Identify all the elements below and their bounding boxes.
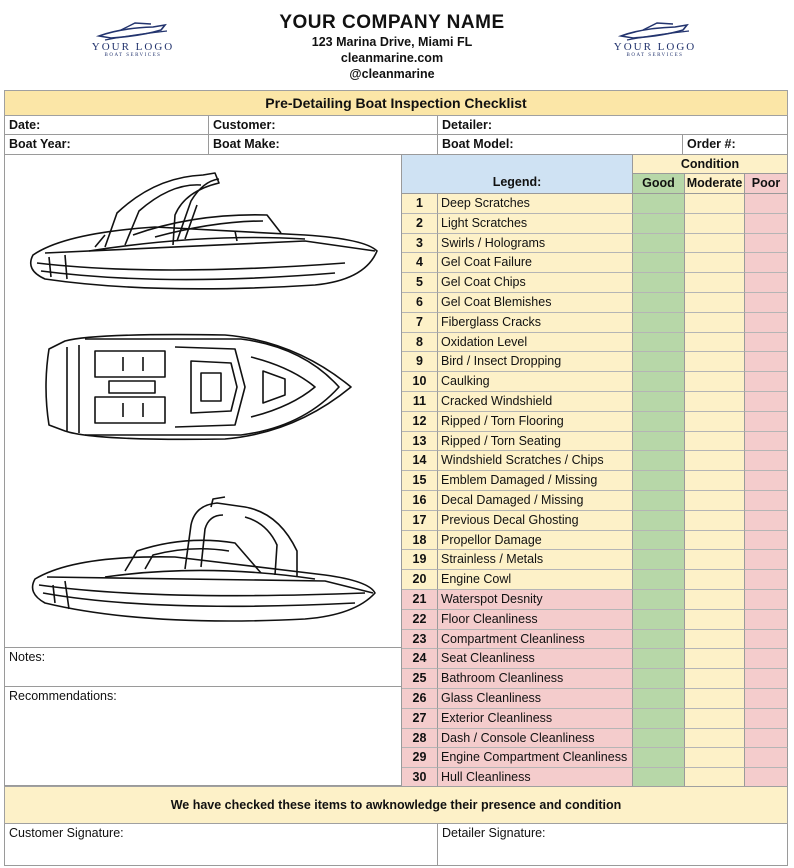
item-number: 12 xyxy=(402,412,438,432)
poor-cell[interactable] xyxy=(745,531,788,551)
notes-label: Notes: xyxy=(9,650,46,664)
table-row xyxy=(402,333,788,353)
poor-cell[interactable] xyxy=(745,709,788,729)
good-cell[interactable] xyxy=(633,451,685,471)
item-number: 25 xyxy=(402,669,438,689)
table-row xyxy=(402,649,788,669)
poor-cell[interactable] xyxy=(745,293,788,313)
item-number: 3 xyxy=(402,234,438,254)
poor-cell[interactable] xyxy=(745,570,788,590)
poor-cell[interactable] xyxy=(745,392,788,412)
poor-cell[interactable] xyxy=(745,471,788,491)
moderate-cell[interactable] xyxy=(685,669,745,689)
item-label: Bird / Insect Dropping xyxy=(438,352,633,372)
good-cell[interactable] xyxy=(633,709,685,729)
poor-cell[interactable] xyxy=(745,451,788,471)
item-number: 29 xyxy=(402,748,438,768)
moderate-cell[interactable] xyxy=(685,253,745,273)
good-cell[interactable] xyxy=(633,511,685,531)
good-cell[interactable] xyxy=(633,412,685,432)
item-number: 4 xyxy=(402,253,438,273)
moderate-cell[interactable] xyxy=(685,293,745,313)
moderate-cell[interactable] xyxy=(685,273,745,293)
poor-column-header: Poor xyxy=(745,174,788,194)
boat-make-field[interactable]: Boat Make: xyxy=(209,135,438,155)
table-row xyxy=(402,630,788,650)
item-number: 7 xyxy=(402,313,438,333)
customer-signature-label: Customer Signature: xyxy=(9,826,124,840)
moderate-cell[interactable] xyxy=(685,570,745,590)
item-number: 26 xyxy=(402,689,438,709)
item-label: Waterspot Desnity xyxy=(438,590,633,610)
table-row xyxy=(402,194,788,214)
poor-cell[interactable] xyxy=(745,550,788,570)
poor-cell[interactable] xyxy=(745,729,788,749)
poor-cell[interactable] xyxy=(745,689,788,709)
logo-subtext: BOAT SERVICES xyxy=(626,53,684,58)
table-row xyxy=(402,412,788,432)
poor-cell[interactable] xyxy=(745,610,788,630)
poor-cell[interactable] xyxy=(745,313,788,333)
moderate-cell[interactable] xyxy=(685,194,745,214)
item-label: Propellor Damage xyxy=(438,531,633,551)
good-cell[interactable] xyxy=(633,689,685,709)
item-label: Previous Decal Ghosting xyxy=(438,511,633,531)
table-row xyxy=(402,748,788,768)
good-cell[interactable] xyxy=(633,313,685,333)
item-label: Dash / Console Cleanliness xyxy=(438,729,633,749)
item-label: Deep Scratches xyxy=(438,194,633,214)
item-number: 6 xyxy=(402,293,438,313)
condition-header: Condition xyxy=(633,155,788,174)
moderate-cell[interactable] xyxy=(685,372,745,392)
moderate-cell[interactable] xyxy=(685,333,745,353)
customer-signature-field[interactable] xyxy=(4,824,438,866)
table-row xyxy=(402,768,788,788)
good-cell[interactable] xyxy=(633,471,685,491)
legend-header: Legend: xyxy=(402,155,633,194)
item-number: 8 xyxy=(402,333,438,353)
poor-cell[interactable] xyxy=(745,669,788,689)
table-row xyxy=(402,709,788,729)
table-row xyxy=(402,451,788,471)
item-number: 2 xyxy=(402,214,438,234)
poor-cell[interactable] xyxy=(745,590,788,610)
logo-subtext: BOAT SERVICES xyxy=(104,53,162,58)
item-number: 15 xyxy=(402,471,438,491)
item-number: 16 xyxy=(402,491,438,511)
item-label: Emblem Damaged / Missing xyxy=(438,471,633,491)
company-address: 123 Marina Drive, Miami FL xyxy=(311,35,473,49)
item-label: Windshield Scratches / Chips xyxy=(438,451,633,471)
company-handle: @cleanmarine xyxy=(349,67,435,81)
recommendations-label: Recommendations: xyxy=(9,689,117,703)
item-label: Fiberglass Cracks xyxy=(438,313,633,333)
moderate-cell[interactable] xyxy=(685,471,745,491)
item-number: 30 xyxy=(402,768,438,788)
recommendations-field[interactable] xyxy=(4,687,402,786)
moderate-cell[interactable] xyxy=(685,313,745,333)
table-row xyxy=(402,392,788,412)
moderate-cell[interactable] xyxy=(685,214,745,234)
boat-year-field[interactable]: Boat Year: xyxy=(4,135,209,155)
poor-cell[interactable] xyxy=(745,372,788,392)
good-cell[interactable] xyxy=(633,570,685,590)
moderate-cell[interactable] xyxy=(685,630,745,650)
poor-cell[interactable] xyxy=(745,511,788,531)
item-label: Glass Cleanliness xyxy=(438,689,633,709)
acknowledgement-note: We have checked these items to awknowledge their presence and condition xyxy=(4,786,788,824)
moderate-cell[interactable] xyxy=(685,729,745,749)
table-row xyxy=(402,352,788,372)
item-label: Hull Cleanliness xyxy=(438,768,633,788)
moderate-cell[interactable] xyxy=(685,432,745,452)
date-field[interactable]: Date: xyxy=(4,116,209,135)
moderate-cell[interactable] xyxy=(685,689,745,709)
poor-cell[interactable] xyxy=(745,333,788,353)
item-label: Ripped / Torn Seating xyxy=(438,432,633,452)
poor-cell[interactable] xyxy=(745,432,788,452)
item-number: 23 xyxy=(402,630,438,650)
good-cell[interactable] xyxy=(633,273,685,293)
item-number: 20 xyxy=(402,570,438,590)
item-number: 24 xyxy=(402,649,438,669)
item-label: Bathroom Cleanliness xyxy=(438,669,633,689)
table-row xyxy=(402,550,788,570)
item-number: 22 xyxy=(402,610,438,630)
item-number: 10 xyxy=(402,372,438,392)
moderate-cell[interactable] xyxy=(685,709,745,729)
table-row xyxy=(402,511,788,531)
moderate-cell[interactable] xyxy=(685,491,745,511)
poor-cell[interactable] xyxy=(745,649,788,669)
item-number: 17 xyxy=(402,511,438,531)
moderate-cell[interactable] xyxy=(685,451,745,471)
moderate-column-header: Moderate xyxy=(685,174,745,194)
poor-cell[interactable] xyxy=(745,412,788,432)
item-number: 18 xyxy=(402,531,438,551)
item-label: Oxidation Level xyxy=(438,333,633,353)
item-label: Strainless / Metals xyxy=(438,550,633,570)
detailer-signature-field[interactable] xyxy=(438,824,788,866)
boat-diagrams xyxy=(4,155,402,647)
checklist-title: Pre-Detailing Boat Inspection Checklist xyxy=(4,90,788,116)
good-cell[interactable] xyxy=(633,729,685,749)
item-label: Gel Coat Blemishes xyxy=(438,293,633,313)
poor-cell[interactable] xyxy=(745,234,788,254)
good-cell[interactable] xyxy=(633,748,685,768)
table-row xyxy=(402,689,788,709)
item-label: Light Scratches xyxy=(438,214,633,234)
table-row xyxy=(402,313,788,333)
good-cell[interactable] xyxy=(633,372,685,392)
logo-text: YOUR LOGO xyxy=(91,41,175,53)
item-label: Caulking xyxy=(438,372,633,392)
table-row xyxy=(402,293,788,313)
customer-field[interactable]: Customer: xyxy=(209,116,438,135)
moderate-cell[interactable] xyxy=(685,590,745,610)
poor-cell[interactable] xyxy=(745,748,788,768)
item-number: 19 xyxy=(402,550,438,570)
poor-cell[interactable] xyxy=(745,273,788,293)
good-cell[interactable] xyxy=(633,392,685,412)
good-cell[interactable] xyxy=(633,550,685,570)
table-row xyxy=(402,531,788,551)
moderate-cell[interactable] xyxy=(685,550,745,570)
table-row xyxy=(402,372,788,392)
good-cell[interactable] xyxy=(633,214,685,234)
item-number: 11 xyxy=(402,392,438,412)
table-row xyxy=(402,253,788,273)
item-label: Compartment Cleanliness xyxy=(438,630,633,650)
good-cell[interactable] xyxy=(633,590,685,610)
good-cell[interactable] xyxy=(633,194,685,214)
item-number: 5 xyxy=(402,273,438,293)
item-label: Ripped / Torn Flooring xyxy=(438,412,633,432)
good-cell[interactable] xyxy=(633,610,685,630)
detailer-field[interactable]: Detailer: xyxy=(438,116,788,135)
logo-text: YOUR LOGO xyxy=(613,41,697,53)
table-row xyxy=(402,432,788,452)
table-row xyxy=(402,590,788,610)
item-number: 28 xyxy=(402,729,438,749)
moderate-cell[interactable] xyxy=(685,412,745,432)
poor-cell[interactable] xyxy=(745,768,788,788)
moderate-cell[interactable] xyxy=(685,531,745,551)
moderate-cell[interactable] xyxy=(685,649,745,669)
table-row xyxy=(402,570,788,590)
table-row xyxy=(402,234,788,254)
poor-cell[interactable] xyxy=(745,491,788,511)
item-label: Swirls / Holograms xyxy=(438,234,633,254)
company-name: YOUR COMPANY NAME xyxy=(279,12,505,33)
moderate-cell[interactable] xyxy=(685,610,745,630)
table-row xyxy=(402,471,788,491)
boat-side-view-2-icon xyxy=(5,485,403,645)
moderate-cell[interactable] xyxy=(685,392,745,412)
company-website: cleanmarine.com xyxy=(340,51,444,65)
table-row xyxy=(402,729,788,749)
poor-cell[interactable] xyxy=(745,194,788,214)
item-label: Exterior Cleanliness xyxy=(438,709,633,729)
good-cell[interactable] xyxy=(633,253,685,273)
item-number: 9 xyxy=(402,352,438,372)
good-cell[interactable] xyxy=(633,333,685,353)
moderate-cell[interactable] xyxy=(685,748,745,768)
order-number-field[interactable]: Order #: xyxy=(683,135,788,155)
item-label: Seat Cleanliness xyxy=(438,649,633,669)
boat-side-view-icon xyxy=(5,155,403,315)
item-number: 1 xyxy=(402,194,438,214)
table-row xyxy=(402,610,788,630)
moderate-cell[interactable] xyxy=(685,352,745,372)
boat-model-field[interactable]: Boat Model: xyxy=(438,135,683,155)
item-label: Floor Cleanliness xyxy=(438,610,633,630)
good-cell[interactable] xyxy=(633,234,685,254)
item-number: 13 xyxy=(402,432,438,452)
poor-cell[interactable] xyxy=(745,214,788,234)
good-cell[interactable] xyxy=(633,293,685,313)
item-label: Cracked Windshield xyxy=(438,392,633,412)
good-cell[interactable] xyxy=(633,352,685,372)
poor-cell[interactable] xyxy=(745,352,788,372)
good-cell[interactable] xyxy=(633,491,685,511)
good-cell[interactable] xyxy=(633,768,685,788)
item-label: Gel Coat Chips xyxy=(438,273,633,293)
item-label: Gel Coat Failure xyxy=(438,253,633,273)
table-row xyxy=(402,669,788,689)
item-label: Engine Compartment Cleanliness xyxy=(438,748,633,768)
item-number: 14 xyxy=(402,451,438,471)
boat-top-view-icon xyxy=(5,327,403,467)
table-row xyxy=(402,214,788,234)
item-label: Decal Damaged / Missing xyxy=(438,491,633,511)
item-number: 21 xyxy=(402,590,438,610)
table-row xyxy=(402,491,788,511)
good-cell[interactable] xyxy=(633,649,685,669)
item-label: Engine Cowl xyxy=(438,570,633,590)
good-cell[interactable] xyxy=(633,630,685,650)
good-cell[interactable] xyxy=(633,432,685,452)
moderate-cell[interactable] xyxy=(685,234,745,254)
moderate-cell[interactable] xyxy=(685,511,745,531)
good-column-header: Good xyxy=(633,174,685,194)
poor-cell[interactable] xyxy=(745,630,788,650)
poor-cell[interactable] xyxy=(745,253,788,273)
good-cell[interactable] xyxy=(633,669,685,689)
item-number: 27 xyxy=(402,709,438,729)
good-cell[interactable] xyxy=(633,531,685,551)
moderate-cell[interactable] xyxy=(685,768,745,788)
notes-field[interactable] xyxy=(4,647,402,687)
detailer-signature-label: Detailer Signature: xyxy=(442,826,546,840)
table-row xyxy=(402,273,788,293)
